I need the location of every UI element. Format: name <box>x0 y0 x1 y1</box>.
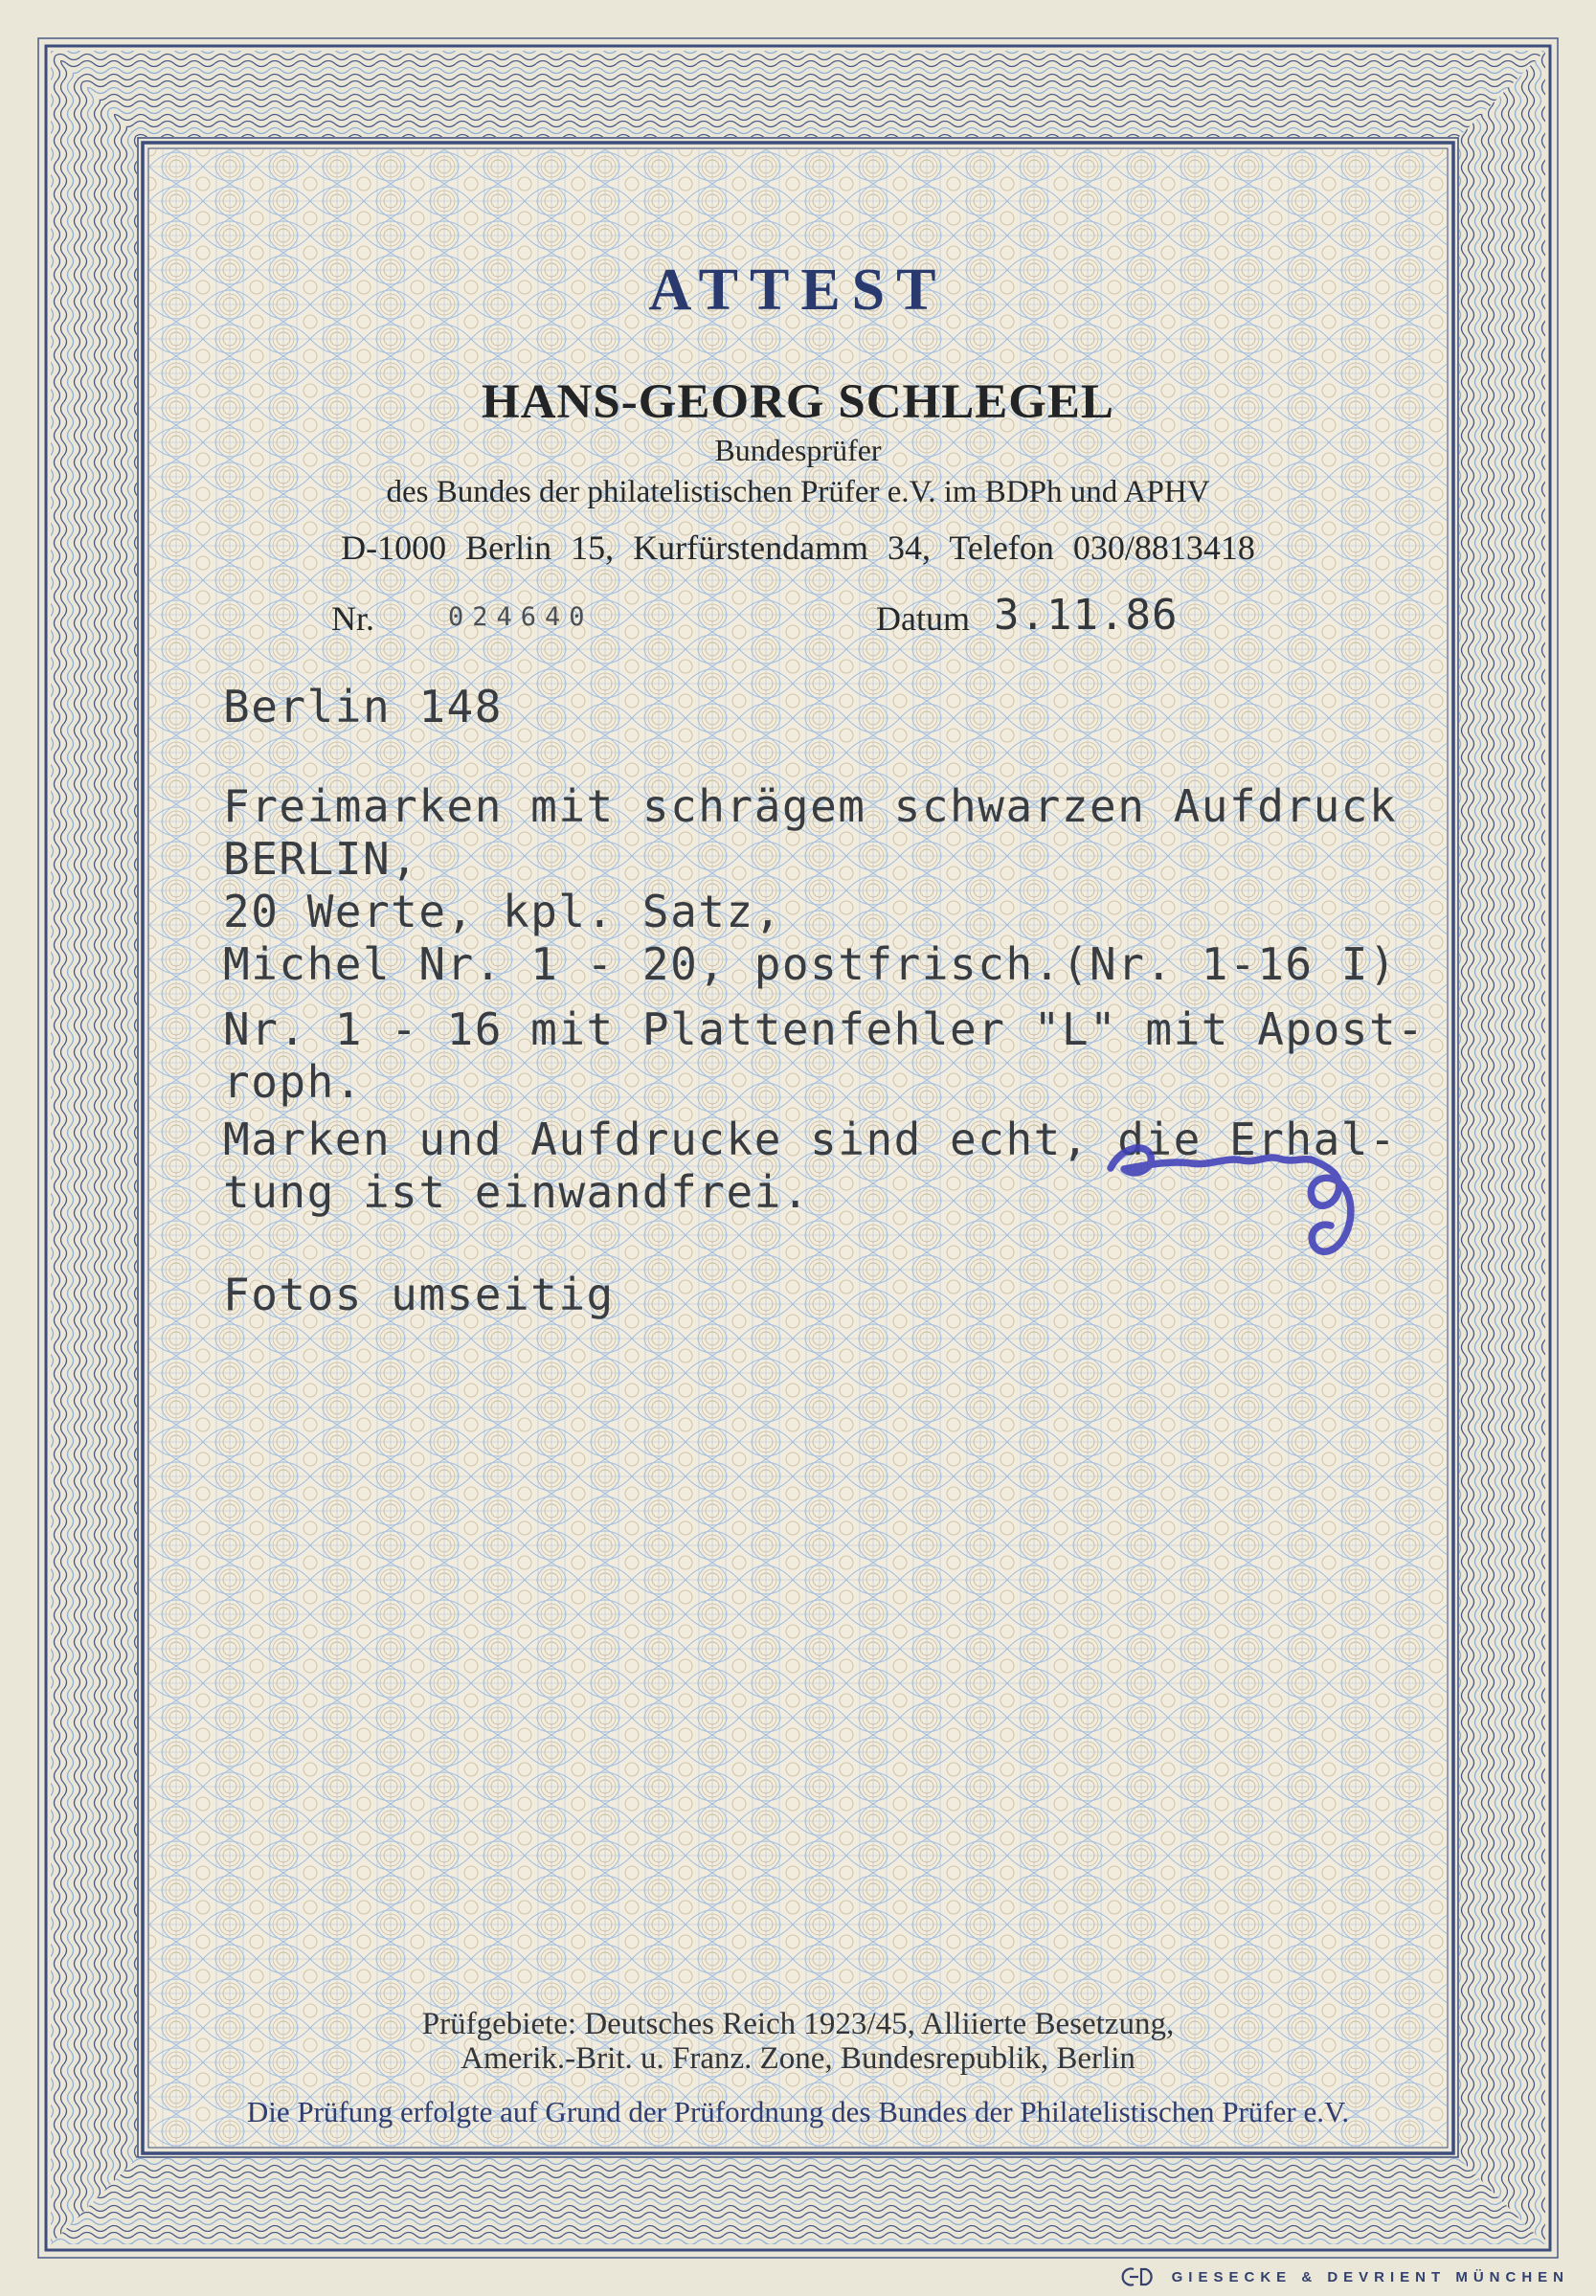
examiner-signature <box>1091 1092 1398 1283</box>
address-line: D-1000 Berlin 15, Kurfürstendamm 34, Telefon 030/8813418 <box>341 529 1255 567</box>
body-line: Berlin 148 <box>223 681 503 732</box>
body-line: Freimarken mit schrägem schwarzen Aufdruck <box>223 780 1398 832</box>
body-line: Michel Nr. 1 - 20, postfrisch.(Nr. 1-16 I) <box>223 938 1398 990</box>
body-line: Nr. 1 - 16 mit Plattenfehler "L" mit Apost- <box>223 1003 1426 1055</box>
examination-areas-line1: Prüfgebiete: Deutsches Reich 1923/45, Alliierte Besetzung, <box>421 2007 1175 2041</box>
document-title: ATTEST <box>648 258 948 323</box>
examiner-name: HANS-GEORG SCHLEGEL <box>482 375 1114 429</box>
printer-imprint-text: GIESECKE & DEVRIENT MÜNCHEN <box>1171 2268 1569 2285</box>
date-label: Datum <box>876 599 970 638</box>
certificate-number: 024640 <box>448 602 594 632</box>
body-line: BERLIN, <box>223 833 419 885</box>
legal-line: Die Prüfung erfolgte auf Grund der Prüfordnung des Bundes der Philatelistischen Prüfer e.V. <box>246 2095 1350 2128</box>
examination-areas-line2: Amerik.-Brit. u. Franz. Zone, Bundesrepublik, Berlin <box>461 2041 1135 2076</box>
printer-imprint <box>1116 2265 1569 2288</box>
body-line: tung ist einwandfrei. <box>223 1166 811 1218</box>
date-value: 3.11.86 <box>994 591 1179 640</box>
number-label: Nr. <box>331 599 374 638</box>
body-line: roph. <box>223 1056 363 1108</box>
body-line: Fotos umseitig <box>223 1269 615 1320</box>
body-line: 20 Werte, kpl. Satz, <box>223 886 782 937</box>
association-line: des Bundes der philatelistischen Prüfer e.V. im BDPh und APHV <box>386 475 1210 509</box>
gd-monogram-logo <box>1116 2265 1158 2288</box>
body-line: Marken und Aufdrucke sind echt, die Erhal- <box>223 1114 1398 1165</box>
examiner-title: Bundesprüfer <box>714 433 882 467</box>
